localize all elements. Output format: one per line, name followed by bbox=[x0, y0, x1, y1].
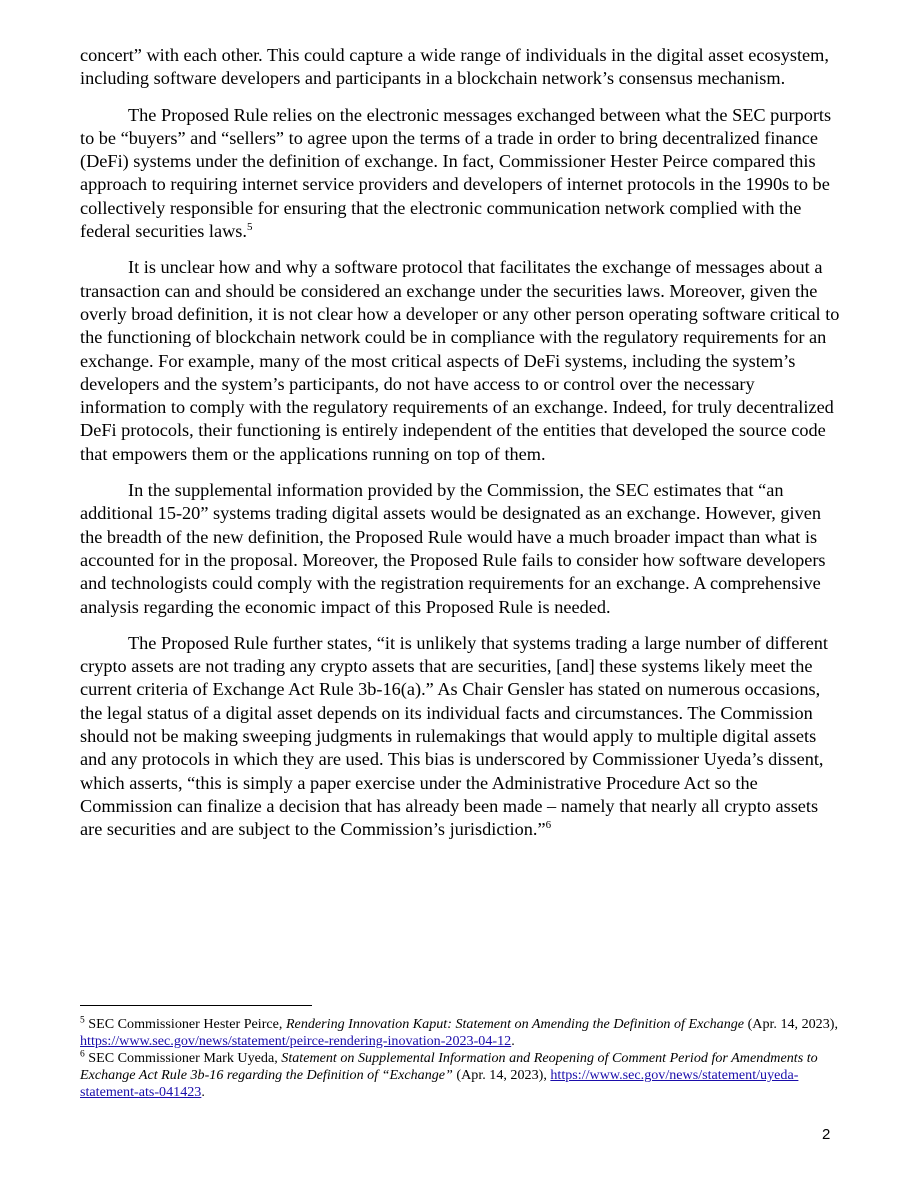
footnote-number: 5 bbox=[80, 1015, 85, 1026]
footnote-date: (Apr. 14, 2023), bbox=[744, 1016, 838, 1032]
footnote-author: SEC Commissioner Mark Uyeda, bbox=[84, 1050, 282, 1066]
footnotes bbox=[80, 1016, 850, 1101]
footnote-date: (Apr. 14, 2023), bbox=[452, 1067, 551, 1083]
paragraph bbox=[80, 104, 842, 244]
footnote-divider bbox=[80, 1005, 312, 1006]
paragraph-text: In the supplemental information provided by the Commission, the SEC estimates that “an additional 15-20” systems trading digital assets would be designated as an exchange. However, given the breadth of the new definition, the Proposed Rule would have a much broader impact than what is accounted for in the proposal. Moreover, the Proposed Rule fails to consider how software developers and technologists could comply with the registration requirements for an exchange. A comprehensive analysis regarding the economic impact of this Proposed Rule is needed. bbox=[80, 480, 826, 617]
paragraph bbox=[80, 44, 842, 91]
paragraph-text: The Proposed Rule relies on the electronic messages exchanged between what the SEC purports to be “buyers” and “sellers” to agree upon the terms of a trade in order to bring decentralized finance (DeFi) systems under the definition of exchange. In fact, Commissioner Hester Peirce compared this approach to requiring internet service providers and developers of internet protocols in the 1990s to be collectively responsible for ensuring that the electronic communication network complied with the federal securities laws. bbox=[80, 104, 832, 242]
footnote-link[interactable]: https://www.sec.gov/news/statement/peirce-rendering-inovation-2023-04-12 bbox=[80, 1033, 512, 1049]
page-number: 2 bbox=[822, 1126, 831, 1143]
footnote-reference[interactable]: 6 bbox=[545, 819, 552, 832]
paragraph bbox=[80, 479, 842, 619]
footnote-reference[interactable]: 5 bbox=[247, 220, 253, 233]
footnote-link[interactable]: https://www.sec.gov/news/statement/uyeda-statement-ats-041423 bbox=[80, 1067, 799, 1100]
footnote-end: . bbox=[201, 1084, 205, 1100]
paragraph-text: It is unclear how and why a software protocol that facilitates the exchange of messages about a transaction can and should be considered an exchange under the securities laws. Moreover, given the overly broad definition, it is not clear how a developer or any other person operating software critical to the functioning of blockchain network could be in compliance with the regulatory requirements for an exchange. For example, many of the most critical aspects of DeFi systems, including the system’s developers and the system’s participants, do not have access to or control over the necessary information to comply with the regulatory requirements of an exchange. Indeed, for truly decentralized DeFi protocols, their functioning is entirely independent of the entities that developed the source code that empowers them or the applications running on top of them. bbox=[80, 257, 840, 464]
footnote-title: Statement on Supplemental Information and Reopening of Comment Period for Amendments to Exchange Act Rule 3b-16 regarding the Definition of “Exchange” bbox=[80, 1050, 818, 1083]
footnote-number: 6 bbox=[80, 1049, 85, 1060]
body-text bbox=[80, 44, 842, 855]
footnote bbox=[80, 1016, 850, 1050]
paragraph-text: The Proposed Rule further states, “it is unlikely that systems trading a large number of different crypto assets are not trading any crypto assets that are securities, [and] these systems likely meet the current criteria of Exchange Act Rule 3b-16(a).” As Chair Gensler has stated on numerous occasions, the legal status of a digital asset depends on its individual facts and circumstances. The Commission should not be making sweeping judgments in rulemakings that would apply to multiple digital assets and any protocols in which they are used. This bias is underscored by Commissioner Uyeda’s dissent, which asserts, “this is simply a paper exercise under the Administrative Procedure Act so the Commission can finalize a decision that has already been made – namely that nearly all crypto assets are securities and are subject to the Commission’s jurisdiction.” bbox=[80, 632, 828, 840]
footnote-end: . bbox=[511, 1033, 515, 1049]
footnote bbox=[80, 1050, 850, 1101]
footnote-title: Rendering Innovation Kaput: Statement on Amending the Definition of Exchange bbox=[285, 1016, 745, 1032]
paragraph-text: concert” with each other. This could capture a wide range of individuals in the digital asset ecosystem, including software developers and participants in a blockchain network’s consensus mechanism. bbox=[80, 45, 829, 89]
paragraph bbox=[80, 632, 842, 842]
paragraph bbox=[80, 256, 842, 466]
footnote-author: SEC Commissioner Hester Peirce, bbox=[84, 1016, 286, 1032]
